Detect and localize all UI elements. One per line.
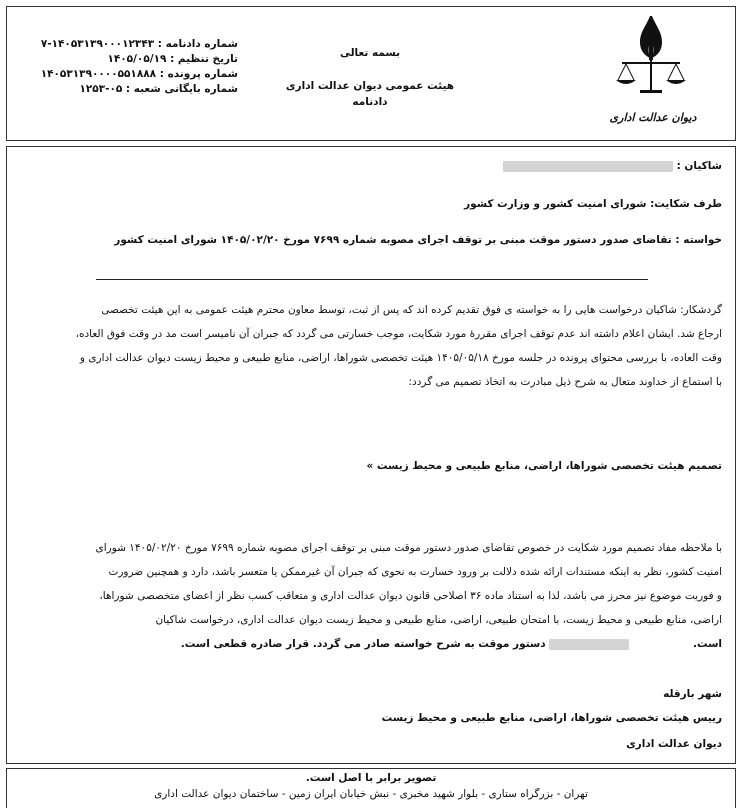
decision-line-4: اراضی، منابع طبیعی و محیط زیست، با امتحان طبیعی، اراضی، منابع طبیعی و محیط زیست دیوان عدالت اداری، درخواست شاکیان — [155, 614, 722, 626]
archive-number-label: شماره بایگانی شعبه : — [125, 83, 238, 95]
decision-line-3: و فوریت موضوع نیز محرز می باشد، لذا به استناد ماده ۳۶ اصلاحی قانون دیوان عدالت اداری و متعاقب کسب نظر از اعضای متخصصی شوراها، — [99, 590, 722, 602]
board-name: هیئت عمومی دیوان عدالت اداری — [285, 80, 455, 92]
file-number-value: ۱۴۰۵۳۱۳۹۰۰۰۰۵۵۱۸۸۸ — [40, 68, 157, 80]
signature-line-2: رییس هیئت تخصصی شوراها، اراضی، منابع طبیعی و محیط زیست — [381, 712, 722, 724]
signature-line-3: دیوان عدالت اداری — [626, 738, 722, 750]
report-line-4: با استماع از خداوند متعال به شرح ذیل مبادرت به اتخاذ تصمیم می گردد: — [408, 376, 722, 388]
decision-line-5-start: دستور موقت به شرح خواسته صادر می گردد. قرار صادره قطعی است. — [180, 638, 546, 650]
case-number-line — [18, 38, 238, 50]
request-line: خواسته : تقاضای صدور دستور موقت مبنی بر توقف اجرای مصوبه شماره ۷۶۹۹ مورخ ۱۴۰۵/۰۲/۲۰ شورای امنیت کشور — [114, 234, 722, 246]
court-address: تهران - بزرگراه ستاری - بلوار شهید مخبری - نبش خیابان ایران زمین - ساختمان دیوان عدالت اداری — [154, 788, 588, 800]
report-line-3: وقت العاده، با بررسی محتوای پرونده در جلسه مورخ ۱۴۰۵/۰۵/۱۸ هیئت تخصصی شوراها، اراضی، منابع طبیعی و محیط زیست دیوان عدالت اداری و — [79, 352, 722, 364]
separator-line — [96, 279, 648, 280]
decision-line-5 — [32, 638, 722, 650]
document-type: دادنامه — [352, 96, 388, 108]
signature-line-1: شهر بارقله — [663, 688, 722, 700]
file-number-line — [18, 68, 238, 80]
report-line-2: ارجاع شد. ایشان اعلام داشته اند عدم توقف اجرای مقررۀ مورد شکایت، موجب خسارتی می گردد که جبران آن نامیسر است مد در وقت فوق العاده، — [75, 328, 722, 340]
issue-date-label: تاریخ تنظیم : — [170, 53, 238, 65]
decision-title: تصمیم هیئت تخصصی شوراها، اراضی، منابع طبیعی و محیط زیست » — [366, 460, 722, 472]
complainants-label: شاکیان : — [676, 160, 722, 172]
complainants-line — [32, 160, 722, 172]
court-name-caption: دیوان عدالت اداری — [609, 111, 697, 124]
court-emblem — [598, 12, 708, 127]
file-number-label: شماره پرونده : — [159, 68, 238, 80]
bismillah: بسمه تعالی — [339, 47, 401, 59]
redacted-text — [549, 639, 629, 650]
case-number-label: شماره دادنامه : — [157, 38, 238, 50]
archive-number-line — [18, 83, 238, 95]
defendant-line: طرف شکایت: شورای امنیت کشور و وزارت کشور — [464, 198, 722, 210]
archive-number-value: ۰۵-۱۲۵۳ — [79, 83, 123, 95]
report-line-1: گردشکار: شاکیان درخواست هایی را به خواسته ی فوق تقدیم کرده اند که پس از ثبت، توسط معاون محترم هیئت عمومی به این هیئت تخصصی — [101, 304, 722, 316]
certified-copy: تصویر برابر با اصل است. — [305, 772, 437, 784]
redacted-names — [503, 161, 673, 172]
decision-line-1: با ملاحظه مفاد تصمیم مورد شکایت در خصوص تقاضای صدور دستور موقت مبنی بر توقف اجرای مصوبه شماره ۷۶۹۹ مورخ ۱۴۰۵/۰۲/۲۰ شورای — [95, 542, 722, 554]
case-number-value: ۱۴۰۵۳۱۳۹۰۰۰۱۲۳۴۳-۷ — [40, 38, 155, 50]
iran-emblem-icon — [598, 12, 708, 107]
issue-date-line — [18, 53, 238, 65]
decision-line-2: امنیت کشور، نظر به اینکه مستندات ارائه شده دلالت بر ورود خسارت به نحوی که جبران آن غیرممکن یا متعسر باشد، دارد و همچنین ضرورت — [108, 566, 722, 578]
decision-line-5-end: است. — [692, 638, 722, 650]
issue-date-value: ۱۴۰۵/۰۵/۱۹ — [107, 53, 167, 65]
